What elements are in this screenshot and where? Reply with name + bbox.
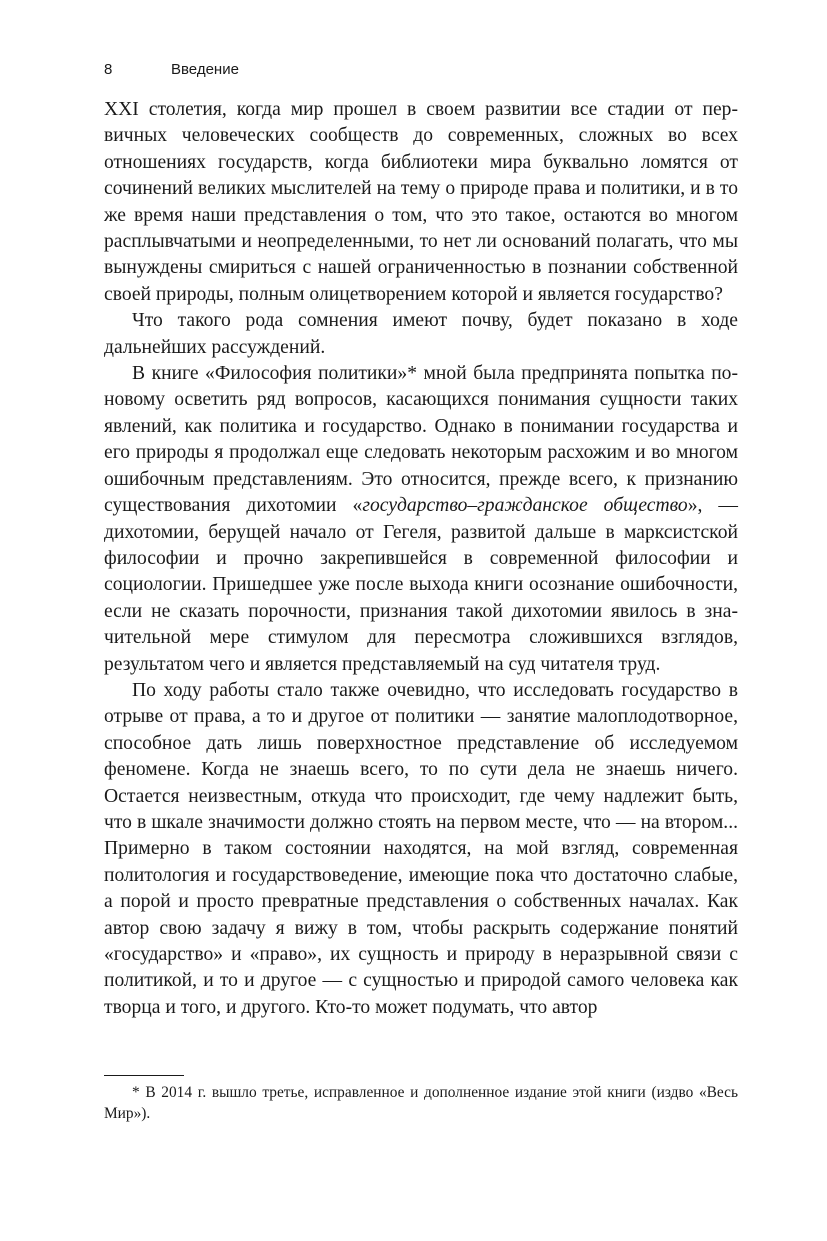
running-head xyxy=(104,58,744,82)
footnote-divider xyxy=(104,1075,184,1076)
footnote: * В 2014 г. вышло третье, исправленное и дополненное издание этой книги (издво «Весь Мир»). xyxy=(104,1084,738,1122)
body-text xyxy=(104,97,738,1021)
page-number: 8 xyxy=(104,61,113,78)
paragraph-3 xyxy=(104,361,738,678)
paragraph-3-end: », — дихотомии, берущей начало от Гегеля, развитой дальше в марксистской философии и прочно закрепившейся в современной философии и социологии. Пришедшее уже после выхода книги осознание ошибочности, если не сказать порочности, признания такой дихотомии явилось в значительной мере стимулом для пересмотра сложившихся взглядов, результатом чего и является представляемый на суд читателя труд. xyxy=(104,495,738,675)
paragraph-1: XXI столетия, когда мир прошел в своем развитии все стадии от первичных человеческих сообществ до современных, сложных во всех отношениях государств, когда библиотеки мира буквально ломятся от сочинений великих мыслителей на тему о природе права и политики, и в то же время наши представления о том, что это такое, остаются во многом расплывчатыми и неопределенными, то нет ли оснований полагать, что мы вынуждены смириться с нашей ограниченностью в познании собственной своей природы, полным олицетворением которой и является государство? xyxy=(104,99,738,305)
paragraph-3-start: В книге «Философия политики»* мной была предпринята попытка по-новому осветить ряд вопросов, касающихся понимания сущности таких явлений, как политика и государство. Однако в понимании государства и его природы я продолжал еще следовать некоторым расхожим и во многом ошибочным представлениям. Это относится, прежде всего, к признанию существования дихотомии « xyxy=(104,363,738,517)
section-title: Введение xyxy=(171,61,239,78)
dichotomy-term: государство–гражданское общество xyxy=(362,495,688,517)
paragraph-2: Что такого рода сомнения имеют почву, будет показано в ходе дальнейших рассуждений. xyxy=(104,310,738,358)
paragraph-4: По ходу работы стало также очевидно, что исследовать государство в отрыве от права, а то и другое от политики — занятие малоплодотворное, способное дать лишь поверхностное представление об исследуемом феномене. Когда не знаешь всего, то по сути дела не знаешь ничего. Остается неизвестным, откуда что происходит, где чему надлежит быть, что в шкале значимости должно стоять на первом месте, что — на втором... Примерно в таком состоянии находятся, на мой взгляд, современная политология и государствоведение, имеющие пока что достаточно слабые, а порой и просто превратные представления о собственных началах. Как автор свою задачу я вижу в том, чтобы раскрыть содержание понятий «государство» и «право», их сущность и природу в неразрывной связи с политикой, и то и другое — с сущностью и природой самого человека как творца и того, и другого. Кто-то может подумать, что автор xyxy=(104,679,738,1018)
